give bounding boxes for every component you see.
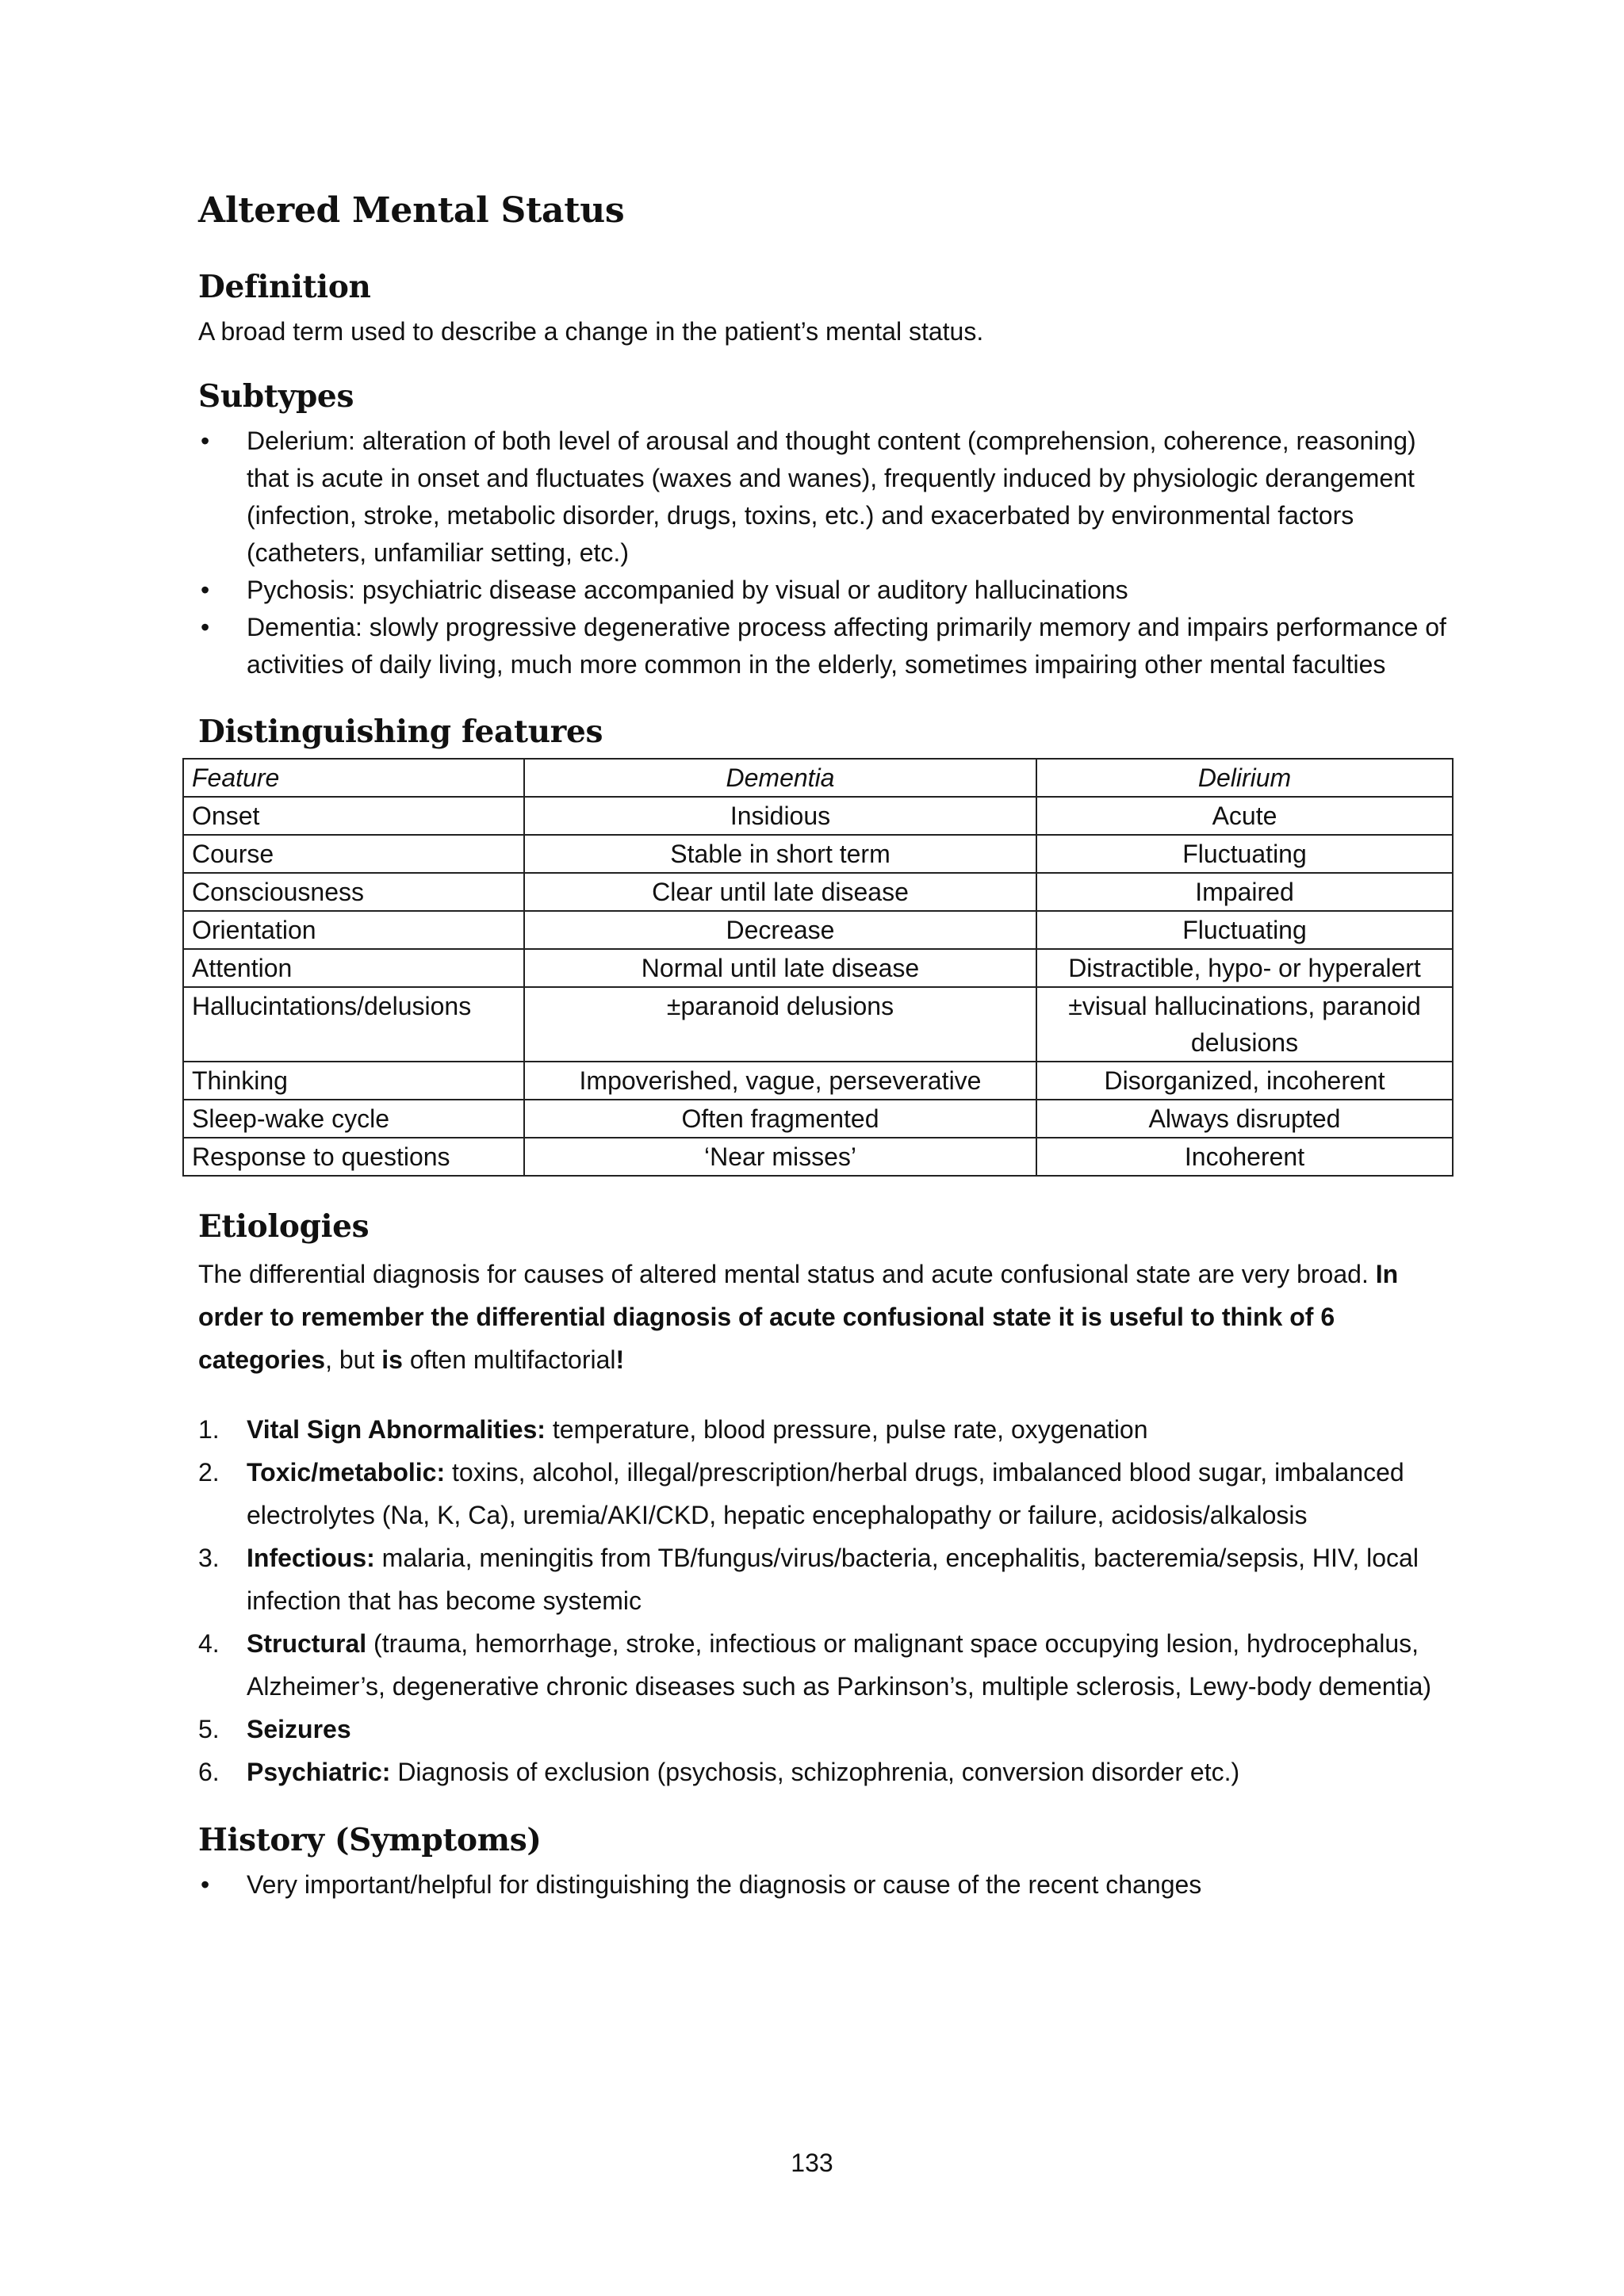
table-row [183, 873, 1453, 911]
spacer [198, 1381, 1451, 1408]
table-cell: Clear until late disease [524, 873, 1036, 911]
table-cell: Decrease [524, 911, 1036, 949]
history-item: • Very important/helpful for distinguishing the diagnosis or cause of the recent changes [198, 1866, 1451, 1904]
item-term: Psychiatric: [247, 1758, 391, 1786]
table-cell: Always disrupted [1036, 1100, 1453, 1138]
history-section [198, 1817, 1451, 1904]
list-item [198, 1451, 1451, 1536]
item-number: 1. [198, 1415, 220, 1444]
etiologies-intro-excl: ! [615, 1345, 625, 1374]
table-cell: ‘Near misses’ [524, 1138, 1036, 1176]
item-number: 6. [198, 1758, 220, 1786]
table-cell: Fluctuating [1036, 911, 1453, 949]
column-header: Feature [183, 759, 524, 797]
table-cell: Onset [183, 797, 524, 835]
item-number: 5. [198, 1715, 220, 1743]
table-row [183, 949, 1453, 987]
subtypes-section [198, 373, 1451, 683]
table-row [183, 911, 1453, 949]
subtypes-heading: Subtypes [198, 378, 354, 415]
subtype-psychosis: • Pychosis: psychiatric disease accompanied by visual or auditory hallucinations [198, 572, 1451, 609]
list-item [198, 1751, 1451, 1793]
table-cell: Impoverished, vague, perseverative [524, 1062, 1036, 1100]
distinguishing-section [192, 709, 1451, 1177]
table-row [183, 1138, 1453, 1176]
table-cell: Consciousness [183, 873, 524, 911]
table-cell: Fluctuating [1036, 835, 1453, 873]
item-text: temperature, blood pressure, pulse rate, oxygenation [545, 1415, 1148, 1444]
etiologies-list [198, 1408, 1451, 1793]
item-term: Seizures [247, 1715, 351, 1743]
table-row [183, 835, 1453, 873]
table-cell: Response to questions [183, 1138, 524, 1176]
table-cell: Thinking [183, 1062, 524, 1100]
item-text: Diagnosis of exclusion (psychosis, schizophrenia, conversion disorder etc.) [390, 1758, 1240, 1786]
etiologies-intro-mid: , but [325, 1345, 382, 1374]
item-text: malaria, meningitis from TB/fungus/virus/bacteria, encephalitis, bacteremia/sepsis, HIV, local infection that has become systemic [247, 1544, 1419, 1615]
distinguishing-heading: Distinguishing features [198, 714, 603, 750]
subtype-dementia: • Dementia: slowly progressive degenerative process affecting primarily memory and impairs performance of activities of daily living, much more common in the elderly, sometimes impairing other mental faculties [198, 609, 1451, 683]
page-title: Altered Mental Status [198, 190, 625, 231]
table-cell: Stable in short term [524, 835, 1036, 873]
table-cell: Hallucintations/delusions [183, 987, 524, 1062]
item-text: toxins, alcohol, illegal/prescription/herbal drugs, imbalanced blood sugar, imbalanced electrolytes (Na, K, Ca), uremia/AKI/CKD, hepatic encephalopathy or failure, acidosis/alkalosis [247, 1458, 1404, 1529]
table-cell: Insidious [524, 797, 1036, 835]
item-number: 4. [198, 1629, 220, 1658]
item-text: (trauma, hemorrhage, stroke, infectious or malignant space occupying lesion, hydrocephalus, Alzheimer’s, degenerative chronic diseases such as Parkinson’s, multiple sclerosis, Lewy-body dementia) [247, 1629, 1432, 1701]
subtype-delirium: • Delerium: alteration of both level of arousal and thought content (comprehension, coherence, reasoning) that is acute in onset and fluctuates (waxes and wanes), frequently induced by physiologic derangement (infection, stroke, metabolic disorder, drugs, toxins, etc.) and exacerbated by environmental factors (catheters, unfamiliar setting, etc.) [198, 423, 1451, 572]
table-cell: Orientation [183, 911, 524, 949]
table-cell: Often fragmented [524, 1100, 1036, 1138]
table-row [183, 1100, 1453, 1138]
item-term: Infectious: [247, 1544, 375, 1572]
definition-text: A broad term used to describe a change in the patient’s mental status. [198, 317, 984, 346]
table-cell: Distractible, hypo- or hyperalert [1036, 949, 1453, 987]
table-cell: ±visual hallucinations, paranoid delusions [1036, 987, 1453, 1062]
subtypes-list [198, 423, 1451, 683]
table-cell: Attention [183, 949, 524, 987]
list-item [198, 1622, 1451, 1708]
etiologies-intro-plain: The differential diagnosis for causes of altered mental status and acute confusional state are very broad. [198, 1260, 1376, 1288]
history-heading: History (Symptoms) [198, 1822, 542, 1858]
item-number: 2. [198, 1458, 220, 1487]
table-row [183, 797, 1453, 835]
etiologies-section [198, 1203, 1451, 1793]
definition-heading: Definition [198, 269, 371, 305]
table-cell: Disorganized, incoherent [1036, 1062, 1453, 1100]
history-list [198, 1866, 1451, 1904]
definition-section [198, 264, 1451, 350]
list-item [198, 1408, 1451, 1451]
column-header: Dementia [524, 759, 1036, 797]
item-term: Structural [247, 1629, 367, 1658]
table-cell: ±paranoid delusions [524, 987, 1036, 1062]
table-row [183, 987, 1453, 1062]
table-cell: Course [183, 835, 524, 873]
table-cell: Normal until late disease [524, 949, 1036, 987]
item-term: Toxic/metabolic: [247, 1458, 446, 1487]
table-cell: Incoherent [1036, 1138, 1453, 1176]
list-item [198, 1536, 1451, 1622]
page-number: 133 [791, 2149, 833, 2177]
table-row [183, 1062, 1453, 1100]
etiologies-intro [198, 1253, 1451, 1381]
etiologies-intro-bold: In order to remember the differential diagnosis of acute confusional state it is useful to think of 6 categories [198, 1260, 1399, 1374]
features-table [182, 758, 1454, 1177]
column-header: Delirium [1036, 759, 1453, 797]
etiologies-intro-is: is [381, 1345, 403, 1374]
table-cell: Sleep-wake cycle [183, 1100, 524, 1138]
list-item [198, 1708, 1451, 1751]
item-term: Vital Sign Abnormalities: [247, 1415, 546, 1444]
page-content [192, 190, 1451, 1904]
etiologies-intro-tail: often multifactorial [402, 1345, 616, 1374]
table-cell: Impaired [1036, 873, 1453, 911]
table-cell: Acute [1036, 797, 1453, 835]
item-number: 3. [198, 1544, 220, 1572]
etiologies-heading: Etiologies [198, 1208, 370, 1245]
table-header-row [183, 759, 1453, 797]
